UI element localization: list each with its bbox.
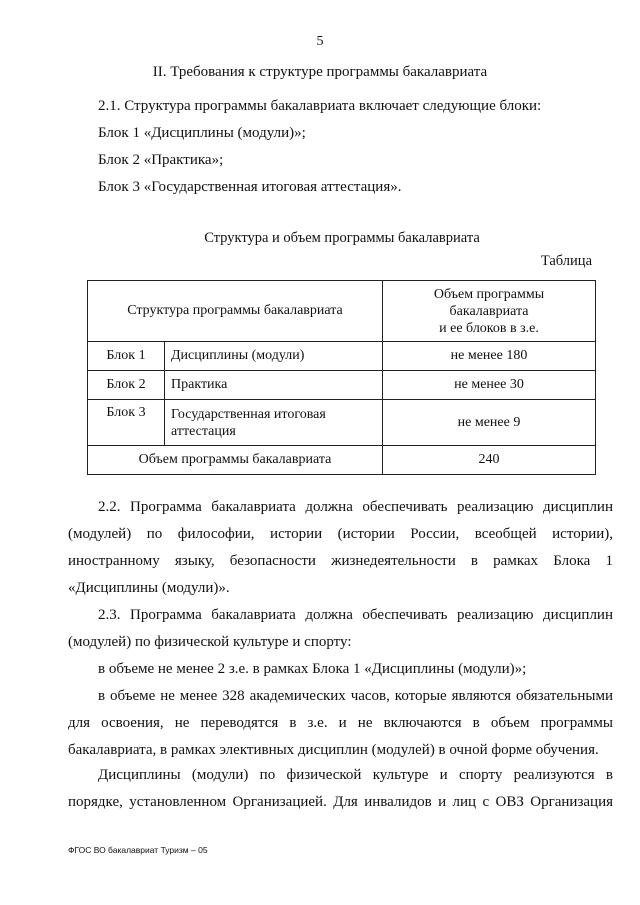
table-total-row: [88, 446, 596, 475]
cell-total-label: Объем программы бакалавриата: [88, 446, 383, 475]
paragraph-line: (модулей) по философии, истории (истории России, всеобщей истории),: [68, 526, 613, 542]
cell-total-value: 240: [383, 446, 596, 475]
cell-volume: не менее 30: [383, 371, 596, 400]
cell-block: Блок 2: [88, 371, 165, 400]
header-volume-line: бакалавриата: [449, 303, 529, 319]
paragraph-line: бакалавриата, в рамках элективных дисциплин (модулей) в очной форме обучения.: [68, 742, 599, 758]
table-row: [88, 342, 596, 371]
cell-name: Практика: [165, 371, 383, 400]
header-structure: Структура программы бакалавриата: [88, 281, 383, 342]
cell-name: Государственная итоговая аттестация: [165, 400, 383, 446]
paragraph-2-3: [68, 602, 613, 764]
paragraph-line: «Дисциплины (модули)».: [68, 580, 230, 596]
table-label: Таблица: [540, 253, 592, 269]
header-volume: [383, 281, 596, 342]
cell-block: Блок 3: [88, 400, 165, 446]
footer-note: ФГОС ВО бакалавриат Туризм – 05: [68, 845, 208, 855]
block-1-item: Блок 1 «Дисциплины (модули)»;: [98, 125, 306, 141]
cell-name: Дисциплины (модули): [165, 342, 383, 371]
block-2-item: Блок 2 «Практика»;: [98, 152, 224, 168]
paragraph-line: иностранному языку, безопасности жизнедеятельности в рамках Блока 1: [68, 553, 613, 569]
paragraph-line: Дисциплины (модули) по физической культуре и спорту реализуются в: [98, 767, 613, 783]
table-header-row: [88, 281, 596, 342]
page-number: 5: [316, 34, 324, 49]
paragraph-line: в объеме не менее 2 з.е. в рамках Блока 1 «Дисциплины (модули)»;: [98, 661, 527, 677]
header-volume-line: и ее блоков в з.е.: [439, 320, 539, 336]
section-title: II. Требования к структуре программы бакалавриата: [152, 64, 488, 80]
paragraph-line: 2.2. Программа бакалавриата должна обеспечивать реализацию дисциплин: [98, 499, 613, 515]
cell-block: Блок 1: [88, 342, 165, 371]
table-row: [88, 400, 596, 446]
table-caption: Структура и объем программы бакалавриата: [204, 230, 480, 246]
paragraph-line: (модулей) по физической культуре и спорту:: [68, 634, 352, 650]
header-volume-line: Объем программы: [433, 286, 545, 302]
cell-volume: не менее 180: [383, 342, 596, 371]
paragraph-last: [68, 762, 613, 816]
structure-table: [87, 280, 596, 475]
paragraph-line: порядке, установленном Организацией. Для инвалидов и лиц с ОВЗ Организация: [68, 794, 613, 810]
paragraph-line: 2.3. Программа бакалавриата должна обеспечивать реализацию дисциплин: [98, 607, 613, 623]
paragraph-line: в объеме не менее 328 академических часов, которые являются обязательными: [98, 688, 613, 704]
table-row: [88, 371, 596, 400]
block-3-item: Блок 3 «Государственная итоговая аттестация».: [98, 179, 402, 195]
cell-volume: не менее 9: [383, 400, 596, 446]
paragraph-2-1: 2.1. Структура программы бакалавриата включает следующие блоки:: [98, 98, 542, 114]
paragraph-2-2: [68, 494, 613, 602]
paragraph-line: для освоения, не переводятся в з.е. и не включаются в объем программы: [68, 715, 613, 731]
